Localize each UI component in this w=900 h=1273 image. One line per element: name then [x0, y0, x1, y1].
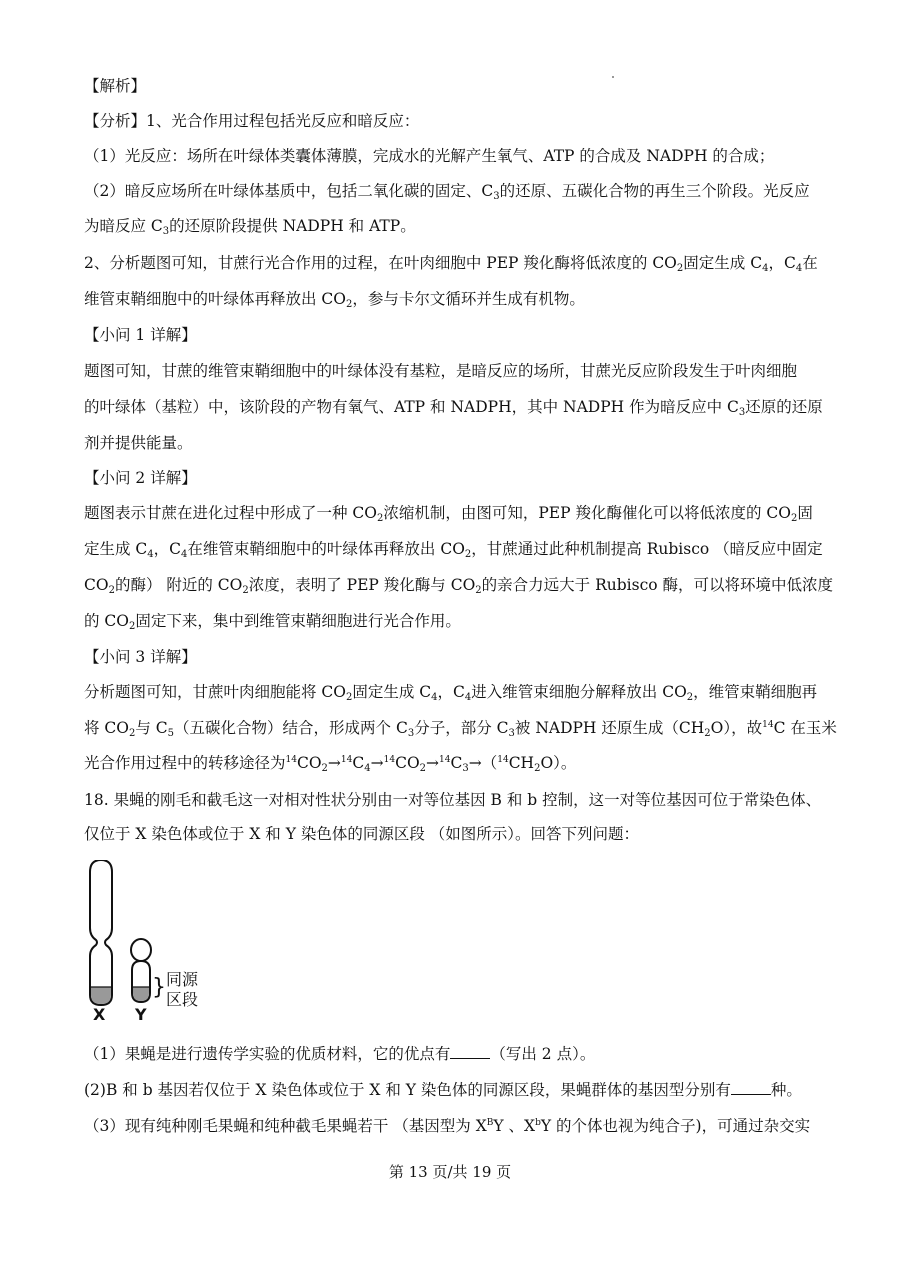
x-label: X	[93, 1005, 106, 1024]
page-footer: 第 13 页/共 19 页	[388, 1163, 512, 1181]
answer-blank-2[interactable]	[731, 1080, 771, 1095]
analysis-dark-reaction-cont: 为暗反应 C3的还原阶段提供 NADPH 和 ATP。	[84, 217, 416, 237]
q1-line-1: 题图可知，甘蔗的维管束鞘细胞中的叶绿体没有基粒，是暗反应的场所，甘蔗光反应阶段发生于叶肉细胞	[84, 362, 798, 380]
y-label: Y	[135, 1005, 147, 1024]
q2-line-2: 定生成 C4，C4在维管束鞘细胞中的叶绿体再释放出 CO2，甘蔗通过此种机制提高 Rubisco （暗反应中固定	[84, 540, 823, 560]
region-label-2: 区段	[166, 990, 199, 1009]
q3-line-3: 光合作用过程中的转移途径为$^{14}$CO2→$^{14}$C4→$^{14}$CO2→$^{14}$C3→（$^{14}$CH2O）。	[84, 754, 577, 774]
scan-speck	[612, 76, 614, 78]
q2-title: 【小问 2 详解】	[84, 469, 197, 487]
q1-title: 【小问 1 详解】	[84, 326, 197, 344]
answer-blank-1[interactable]	[450, 1044, 490, 1059]
region-label-1: 同源	[166, 970, 199, 989]
q2-line-4: 的 CO2固定下来，集中到维管束鞘细胞进行光合作用。	[84, 612, 461, 632]
q18-sub-3: （3）现有纯种刚毛果蝇和纯种截毛果蝇若干 （基因型为 $X^BY$ 、$X^bY$ 的个体也视为纯合子)，可通过杂交实	[84, 1117, 811, 1135]
q2-line-3: CO2的酶） 附近的 CO2浓度，表明了 PEP 羧化酶与 CO2的亲合力远大于 Rubisco 酶，可以将环境中低浓度	[84, 576, 834, 596]
analysis-point-2-cont: 维管束鞘细胞中的叶绿体再释放出 CO2，参与卡尔文循环并生成有机物。	[84, 290, 585, 310]
q3-title: 【小问 3 详解】	[84, 648, 197, 666]
x-chromosome	[90, 860, 112, 1005]
q18-sub-1: （1）果蝇是进行遗传学实验的优质材料，它的优点有 （写出 2 点）。	[84, 1045, 596, 1063]
q1-line-3: 剂并提供能量。	[84, 434, 193, 452]
q2-line-1: 题图表示甘蔗在进化过程中形成了一种 CO2浓缩机制，由图可知，PEP 羧化酶催化可以将低浓度的 CO2固	[84, 504, 813, 524]
y-chromosome-head	[131, 939, 151, 961]
section-heading: 【解析】	[84, 77, 147, 95]
q18-sub-2: (2)B 和 b 基因若仅位于 X 染色体或位于 X 和 Y 染色体的同源区段，果蝇群体的基因型分别有 种。	[84, 1081, 802, 1099]
q1-line-2: 的叶绿体（基粒）中，该阶段的产物有氧气、ATP 和 NADPH，其中 NADPH 作为暗反应中 C3还原的还原	[84, 398, 823, 418]
chromosome-figure	[80, 860, 260, 1025]
y-homologous-region	[133, 987, 149, 1001]
analysis-dark-reaction: （2）暗反应场所在叶绿体基质中，包括二氧化碳的固定、C3的还原、五碳化合物的再生三个阶段。光反应	[84, 182, 810, 202]
analysis-light-reaction: （1）光反应：场所在叶绿体类囊体薄膜，完成水的光解产生氧气、ATP 的合成及 NADPH 的合成；	[84, 147, 775, 165]
q18-stem-line-1: 18. 果蝇的刚毛和截毛这一对相对性状分别由一对等位基因 B 和 b 控制，这一对等位基因可位于常染色体、	[84, 791, 822, 809]
q3-line-1: 分析题图可知，甘蔗叶肉细胞能将 CO2固定生成 C4，C4进入维管束细胞分解释放出 CO2，维管束鞘细胞再	[84, 683, 818, 703]
analysis-point-2: 2、分析题图可知，甘蔗行光合作用的过程，在叶肉细胞中 PEP 羧化酶将低浓度的 CO2固定生成 C4，C4在	[84, 254, 818, 274]
q3-line-2: 将 CO2与 C5（五碳化合物）结合，形成两个 C3分子，部分 C3被 NADPH 还原生成（CH2O），故$^{14}$C 在玉米	[84, 719, 837, 739]
brace-symbol: }	[152, 975, 166, 1000]
analysis-intro: 【分析】1、光合作用过程包括光反应和暗反应：	[84, 112, 420, 130]
x-homologous-region	[91, 987, 111, 1004]
q18-stem-line-2: 仅位于 X 染色体或位于 X 和 Y 染色体的同源区段 （如图所示）。回答下列问题：	[84, 825, 640, 843]
